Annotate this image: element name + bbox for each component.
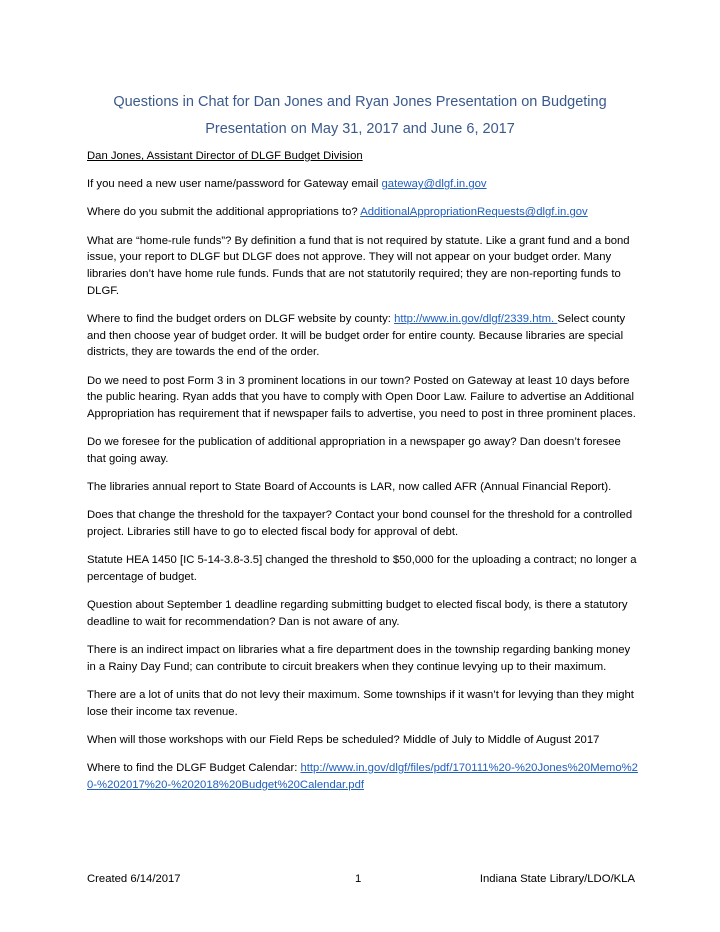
paragraph-workshops: When will those workshops with our Field Reps be scheduled? Middle of July to Middle of August 2017 xyxy=(87,733,600,746)
appropriation-requests-email-link[interactable]: AdditionalAppropriationRequests@dlgf.in.gov xyxy=(360,206,588,219)
subheading-text: Dan Jones, Assistant Director of DLGF Budget Division xyxy=(87,150,363,162)
paragraph-budget-orders xyxy=(87,311,642,361)
gateway-email-link[interactable]: gateway@dlgf.in.gov xyxy=(381,178,487,191)
paragraph-september-deadline: Question about September 1 deadline regarding submitting budget to elected fiscal body, is there a statutory deadline to wait for recommendation? Dan is not aware of any. xyxy=(87,599,628,628)
document-title-line-2: Presentation on May 31, 2017 and June 6, 2017 xyxy=(205,121,515,137)
paragraph-statute: Statute HEA 1450 [IC 5-14-3.8-3.5] changed the threshold to $50,000 for the uploading a contract; no longer a percentage of budget. xyxy=(87,554,637,583)
paragraph-home-rule-funds: What are “home-rule funds”? By definition a fund that is not required by statute. Like a grant fund and a bond issue, your report to DLGF but DLGF does not approve. They will not appear on your budget order. Many libraries don’t have home rule funds. Funds that are not statutorily required; they are non-reporting funds to DLGF. xyxy=(87,234,630,297)
paragraph-rainy-day-fund: There is an indirect impact on libraries what a fire department does in the township regarding banking money in a Rainy Day Fund; can contribute to circuit breakers when they continue levying up to their maximum. xyxy=(87,643,631,673)
budget-calendar-link[interactable]: http://www.in.gov/dlgf/files/pdf/170111%20-%20Jones%20Memo%20-%202017%20-%202018%20Budget%20Calendar.pdf xyxy=(87,761,638,791)
paragraph-text: If you need a new user name/password for Gateway email xyxy=(87,178,382,191)
paragraph-levy-maximum: There are a lot of units that do not levy their maximum. Some townships if it wasn’t for levying than they might lose their income tax revenue. xyxy=(87,688,634,718)
paragraph-newspaper-publication: Do we foresee for the publication of additional appropriation in a newspaper go away? Dan doesn’t foresee that going away. xyxy=(87,436,621,465)
paragraph-budget-calendar xyxy=(87,760,642,793)
document-title-line-1: Questions in Chat for Dan Jones and Ryan Jones Presentation on Budgeting xyxy=(113,94,607,110)
footer-organization: Indiana State Library/LDO/KLA xyxy=(479,873,635,885)
paragraph-text: Where to find the DLGF Budget Calendar: xyxy=(87,761,301,774)
paragraph-text: Where to find the budget orders on DLGF website by county: xyxy=(87,312,395,325)
paragraph-threshold: Does that change the threshold for the taxpayer? Contact your bond counsel for the threshold for a controlled project. Libraries still have to go to elected fiscal body for approval of debt. xyxy=(87,509,633,538)
paragraph-text: Select county and then choose year of budget order. It will be budget order for entire county. Because libraries are special districts, they are towards the end of the order. xyxy=(87,312,626,359)
subheading xyxy=(87,148,642,165)
footer-created-date: Created 6/14/2017 xyxy=(87,873,181,885)
document-body xyxy=(87,148,642,805)
paragraph-text: Where do you submit the additional appropriations to? xyxy=(87,206,361,219)
paragraph-additional-appropriations xyxy=(87,204,642,221)
paragraph-annual-report: The libraries annual report to State Board of Accounts is LAR, now called AFR (Annual Financial Report). xyxy=(87,481,612,494)
paragraph-gateway-email xyxy=(87,176,642,193)
paragraph-form-3: Do we need to post Form 3 in 3 prominent locations in our town? Posted on Gateway at least 10 days before the public hearing. Ryan adds that you have to comply with Open Door Law. Failure to advertise an Additional Appropriation has requirement that if newspaper fails to advertise, you need to post in three prominent places. xyxy=(87,374,636,420)
footer-page-number: 1 xyxy=(355,873,362,885)
budget-orders-link[interactable]: http://www.in.gov/dlgf/2339.htm. xyxy=(394,312,558,325)
